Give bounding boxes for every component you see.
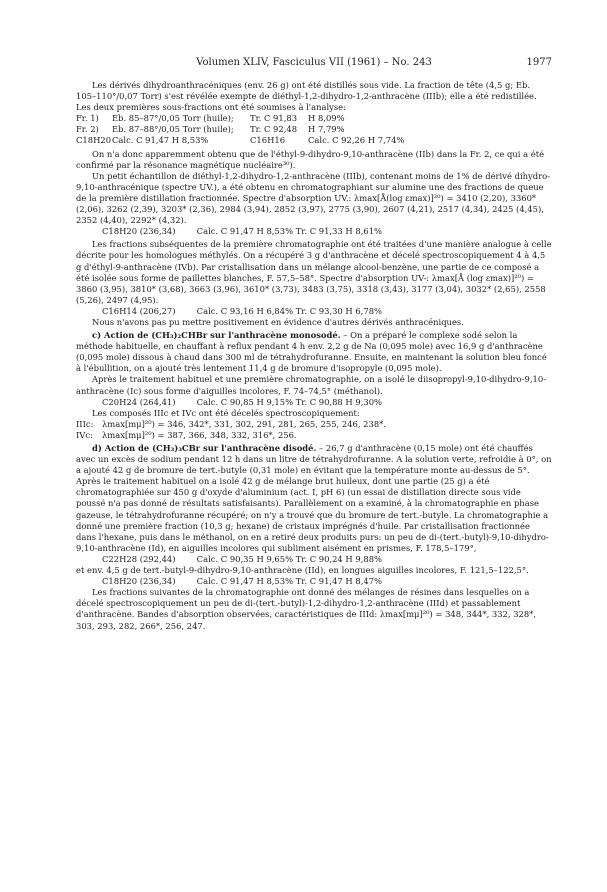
compound-label: IVc: <box>76 429 93 440</box>
formula: C18H20 (236,34) <box>102 226 176 237</box>
section-c-text: – On a préparé le complexe sodé selon la méthode habituelle, en chauffant à reflux pendant 4 h env. 2,2 g de Na (0,095 mole) avec 16,9 g d'anthracène (0,095 mole) dissous à chaud dans 300 ml de tétrahydrofuranne. Ensuite, en maintenant la solution bleu foncé à l'ébullition, on a ajouté très lentement 11,4 g de bromure d'isopropyle (0,095 mole). <box>76 330 547 374</box>
paragraph-fractions: Les fractions subséquentes de la première chromatographie ont été traitées d'une manière analogue à celle décrite pour les homologues méthylés. On a récupéré 3 g d'anthracène et décelé spectroscopiquement 4 à 4,5 g d'éthyl-9-anthracène (IVb). Par cristallisation dans un mélange alcool-benzène, une partie de ce composé a été isolée sous forme de paillettes blanches, F. 57,5–58°. Spectre d'absorption UV-: λmax[Å (log εmax)]²⁰) = 3860 (3,95), 3810* (3,68), 3663 (3,96), 3610* (3,73), 3483 (3,75), 3318 (3,43), 3177 (3,04), 3032* (2,65), 2558 (5,26), 2497 (4,95). <box>76 239 552 305</box>
uv-line-ivc <box>76 430 552 441</box>
page-number: 1977 <box>526 57 552 68</box>
formula: C16H16 <box>250 135 286 146</box>
section-c-title: c) Action de (CH₃)₂CHBr sur l'anthracène monosodé. <box>92 330 341 341</box>
fraction-boiling: Eb. 85–87°/0,05 Torr (huile); <box>112 113 234 124</box>
fraction-boiling: Eb. 87–88°/0,05 Torr (huile); <box>112 124 234 135</box>
section-c <box>76 330 552 374</box>
analysis-line <box>76 226 552 237</box>
paragraph-spectro: Les composés IIIc et IVc ont été décelés spectroscopiquement: <box>92 407 360 418</box>
calc-values: Calc. C 91,47 H 8,53% <box>112 135 209 146</box>
fraction-found-c: Tr. C 92,48 <box>250 124 298 135</box>
paragraph-distillation: Les dérivés dihydroanthracéniques (env. 26 g) ont été distillés sous vide. La fraction de tête (4,5 g; Eb. 105–110°/0,07 Torr) s'est révélée exempte de diéthyl-1,2-dihydro-1,2-anthracène (IIIb); elle a été redistillée. Les deux premières sous-fractions ont été soumises à l'analyse: <box>76 80 537 113</box>
paragraph-uv-iiib: Un petit échantillon de diéthyl-1,2-dihydro-1,2-anthracène (IIIb), contenant moins de 1% de dérivé dihydro-9,10-anthracénique (spectre UV.), a été obtenu en chromatographiant sur alumine une des fractions de queue de la première distillation fractionnée. Spectre d'absorption UV.: λmax[Å(log εmax)]²⁰) = 3410 (2,20), 3360* (2,06), 3262 (2,39), 3203* (2,36), 2984 (3,94), 2852 (3,97), 2775 (3,90), 2607 (4,21), 2517 (4,34), 2425 (4,45), 2352 (4,40), 2292* (4,32). <box>76 170 550 226</box>
analysis-values: Calc. C 91,47 H 8,53% Tr. C 91,47 H 8,47% <box>196 576 382 587</box>
uv-line-iiic <box>76 419 552 430</box>
paragraph-nmr: On n'a donc apparemment obtenu que de l'éthyl-9-dihydro-9,10-anthracène (IIb) dans la Fr. 2, ce qui a été confirmé par la résonance magnétique nucléaire³⁰). <box>76 148 545 170</box>
paragraph-iid: et env. 4,5 g de tert.-butyl-9-dihydro-9,10-anthracène (IId), en longues aiguilles incolores, F. 121,5–122,5°. <box>76 565 529 576</box>
analysis-values: Calc. C 91,47 H 8,53% Tr. C 91,33 H 8,61% <box>196 226 382 237</box>
analysis-line <box>76 554 552 565</box>
formula: C18H20 <box>76 135 112 146</box>
uv-values: λmax[mμ]²⁰) = 387, 366, 348, 332, 316*, 256. <box>102 429 297 440</box>
analysis-values: Calc. C 93,16 H 6,84% Tr. C 93,30 H 6,78% <box>196 305 382 316</box>
calc-values: Calc. C 92,26 H 7,74% <box>308 135 405 146</box>
section-d-title: d) Action de (CH₃)₃CBr sur l'anthracène disodé. <box>92 443 317 453</box>
fraction-found-c: Tr. C 91,83 <box>250 113 298 124</box>
formula: C16H14 (206,27) <box>102 305 176 316</box>
paragraph-iiid: Les fractions suivantes de la chromatographie ont donné des mélanges de résines dans lesquelles on a décelé spectroscopiquement un peu de di-(tert.-butyl)-1,2-dihydro-1,2-anthracène (IIId) et passablement d'anthracène. Bandes d'absorption observées, caractéristiques de IIId: λmax[mμ]²⁰) = 348, 344*, 332, 328*, 303, 293, 282, 266*, 256, 247. <box>76 587 537 631</box>
analysis-line <box>76 576 552 587</box>
fraction-row-1 <box>76 113 552 124</box>
paragraph-no-other: Nous n'avons pas pu mettre positivement en évidence d'autres dérivés anthracéniques. <box>92 316 464 327</box>
formula: C22H28 (292,44) <box>102 553 176 564</box>
fraction-found-h: H 8,09% <box>308 113 345 124</box>
formula: C18H20 (236,34) <box>102 576 176 587</box>
uv-values: λmax[mμ]²⁰) = 346, 342*, 331, 302, 291, 281, 265, 255, 246, 238*. <box>102 418 387 429</box>
fraction-label: Fr. 2) <box>76 124 99 135</box>
compound-label: IIIc: <box>76 418 94 429</box>
body-text <box>76 80 552 632</box>
paragraph-isolation-ic: Après le traitement habituel et une première chromatographie, on a isolé le diisopropyl-9,10-dihydro-9,10-anthracène (Ic) sous forme d'aiguilles incolores, F. 74–74,5° (méthanol). <box>76 374 547 396</box>
analysis-values: Calc. C 90,35 H 9,65% Tr. C 90,24 H 9,88% <box>196 553 382 564</box>
section-d <box>76 443 552 554</box>
analysis-line <box>76 397 552 408</box>
fraction-row-2 <box>76 124 552 135</box>
fraction-label: Fr. 1) <box>76 113 99 124</box>
analysis-line <box>76 306 552 317</box>
fraction-found-h: H 7,79% <box>308 124 345 135</box>
fraction-calc-row <box>76 135 552 146</box>
formula: C20H24 (264,41) <box>102 396 176 407</box>
journal-volume-line: Volumen XLIV, Fasciculus VII (1961) – No. 243 <box>196 57 432 68</box>
analysis-values: Calc. C 90,85 H 9,15% Tr. C 90,88 H 9,30% <box>196 396 382 407</box>
running-header <box>76 56 552 70</box>
section-d-text: – 26,7 g d'anthracène (0,15 mole) ont été chauffés avec un excès de sodium pendant 12 h dans un litre de tétrahydrofuranne. A la solution verte, refroidie à 0°, on a ajouté 42 g de bromure de tert.-butyle (0,31 mole) en évitant que la température monte au-dessus de 5°. Après le traitement habituel on a isolé 42 g de mélange brut huileux, dont une partie (25 g) a été chromatographiée sur 450 g d'oxyde d'aluminium (act. I, pH 6) (un essai de distillation directe sous vide poussé n'a pas donné de résultats satisfaisants). Parallèlement on a examiné, à la chromatographie en phase gazeuse, le tétrahydrofuranne récupéré; on n'y a trouvé que du bromure de tert.-butyle. La chromatographie a donné une première fraction (10,3 g; hexane) de cristaux imprégnés d'huile. Par cristallisation fractionnée dans l'hexane, puis dans le méthanol, on en a retiré deux produits purs: un peu de di-(tert.-butyl)-9,10-dihydro-9,10-anthracène (Id), en aiguilles incolores qui subliment aisément en prismes, F. 178,5–179°, <box>76 443 552 553</box>
